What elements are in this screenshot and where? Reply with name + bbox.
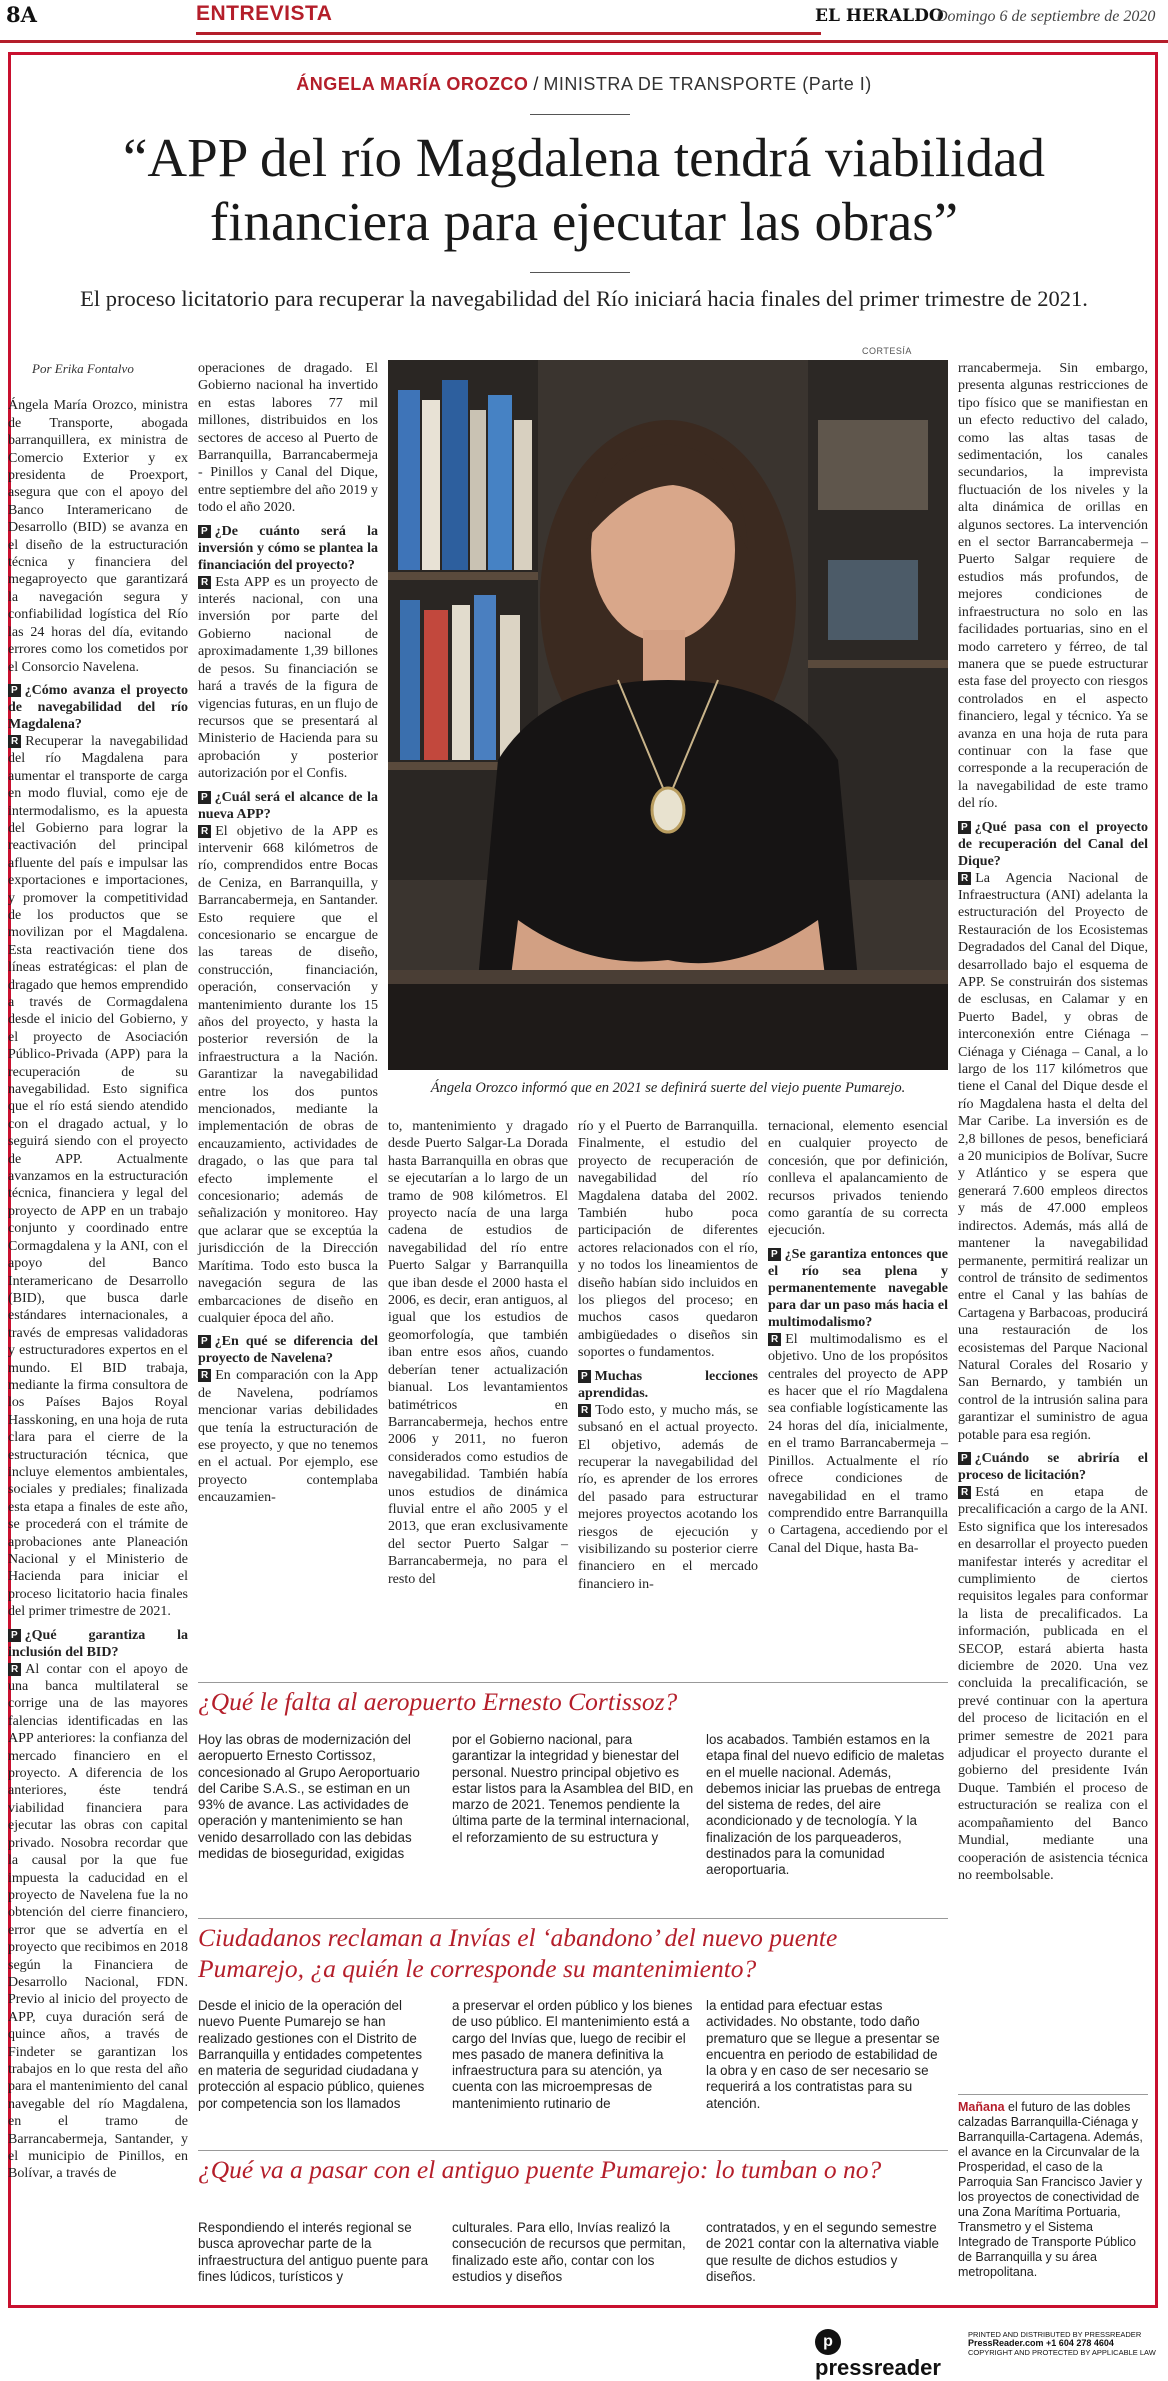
- article-column-2: [198, 360, 378, 1507]
- box-1-top-rule: [198, 1682, 948, 1683]
- paragraph-text: El objetivo de la APP es intervenir 668 kilómetros de río, comprendidos entre Bocas de Ceniza, en Barranquilla, y Barrancabermeja, en Santander. Esto requiere que el concesionario se encargue de las tareas de diseño, construcción, financiación, operación, conservación y mantenimiento durante los 15 años del proyecto, y hasta la posterior reversión de la infraestructura a la Nación. Garantizar la navegabilidad entre los dos puntos mencionados, mediante la implementación de obras de encauzamiento, actividades de dragado, o las que para tal efecto implemente el concesionario; además de señalización y monitoreo. Hay que aclarar que se exceptúa la jurisdicción de la Dirección Marítima. Todo esto busca la navegación segura de las embarcaciones de diseño en cualquier época del año.: [198, 823, 378, 1326]
- paragraph-text: ¿En qué se diferencia del proyecto de Navelena?: [198, 1334, 378, 1367]
- paragraph-text: ternacional, elemento esencial en cualquier proyecto de concesión, que por definición, conlleva el apalancamiento de recursos privados teniendo como garantía de su correcta ejecución.: [768, 1119, 948, 1239]
- interviewee-name: ÁNGELA MARÍA OROZCO: [296, 74, 529, 94]
- paragraph-text: El multimodalismo es el objetivo. Uno de los propósitos centrales del proyecto de APP es hacer que el río Magdalena sea confiable logísticamente las 24 horas del día, inicialmente, en el tramo Barrancabermeja – Pinillos. Actualmente el río ofrece condiciones de navegabilidad en el tramo comprendido entre Barranquilla o Cartagena, accediendo por el Canal del Dique, hasta Ba-: [768, 1331, 948, 1556]
- paragraph-text: río y el Puerto de Barranquilla. Finalmente, el estudio del proyecto de recuperación de navegabilidad del río Magdalena databa del 2002. También hubo poca participación de diferentes actores relacionados con el río, y no todos los lineamientos de diseño habían sido incluidos en los pliegos del proceso; en muchos casos quedaron ambigüedades o diseños sin soportes o fundamentos.: [578, 1119, 758, 1361]
- kicker-separator: /: [528, 74, 544, 94]
- paragraph-text: to, mantenimiento y dragado desde Puerto Salgar-La Dorada hasta Barranquilla en obras que se ejecutarían a lo largo de un tramo de 908 kilómetros. El proyecto nacía de una larga cadena de estudios de navegabilidad del río entre Puerto Salgar y Barranquilla que iban desde el 2000 hasta el 2006, es decir, eran antiguos, al igual que los estudios de geomorfología, que también iban entre esos años, cuando deberían tener actualización bianual. Los levantamientos batimétricos en Barrancabermeja, hechos entre 2006 y 2011, no fueron considerados como estudios de navegabilidad. También había unos estudios de dinámica fluvial entre el año 2005 y el 2013, que eran exclusivamente del sector Puerto Salgar – Barrancabermeja, no para el resto del: [388, 1119, 568, 1587]
- headline-line-2: financiera para ejecutar las obras”: [209, 191, 959, 252]
- question: [958, 819, 1148, 870]
- box-3-top-rule: [198, 2150, 948, 2151]
- question-badge-icon: P: [958, 1452, 971, 1465]
- paragraph-text: Muchas lecciones aprendidas.: [578, 1368, 758, 1401]
- portrait-illustration: [388, 360, 948, 1070]
- question: [768, 1246, 948, 1331]
- page-number: 8A: [6, 2, 37, 27]
- paragraph-text: ¿Qué garantiza la inclusión del BID?: [8, 1627, 188, 1660]
- article-column-5: [768, 1118, 948, 1557]
- paragraph-text: rrancabermeja. Sin embargo, presenta algunas restricciones de tipo físico que se manifiestan en un efecto reductivo del calado, como las altas tasas de sedimentación, los canales secundarios, la imprevista fluctuación de los niveles y la alta dinámica de orillas en algunos sectores. La intervención en el sector Barrancabermeja – Puerto Salgar requiere de estudios más profundos, de mejores condiciones de infraestructura no solo en las facilidades portuarias, sino en el modo carretero y férreo, de tal manera que se puede estructurar esta fase del proyecto con riesgos controlados en el aspecto financiero, legal y técnico. Ya se avanza en una hoja de ruta para continuar con la fase que corresponde a la recuperación de la navegabilidad de este tramo del río.: [958, 361, 1148, 812]
- question: [8, 682, 188, 733]
- headline: [0, 126, 1168, 254]
- question-badge-icon: P: [198, 791, 211, 804]
- answer-badge-icon: R: [958, 1486, 971, 1499]
- article-column-6: [958, 360, 1148, 1884]
- pressreader-icon: p: [815, 2329, 841, 2355]
- answer: [8, 733, 188, 1621]
- answer: [198, 574, 378, 783]
- answer-badge-icon: R: [8, 735, 21, 748]
- pressreader-logo[interactable]: [815, 2328, 955, 2381]
- pressreader-line-3: COPYRIGHT AND PROTECTED BY APPLICABLE LAW: [968, 2348, 1156, 2357]
- paragraph: [958, 360, 1148, 813]
- box-3-col-3: contratados, y en el segundo semestre de 2021 contar con la alternativa viable que resulte de dichos estudios y diseños.: [706, 2220, 940, 2284]
- box-2-top-rule: [198, 1918, 948, 1919]
- tomorrow-label: Mañana: [958, 2100, 1005, 2114]
- paragraph: [8, 397, 188, 676]
- headline-line-1: “APP del río Magdalena tendrá viabilidad: [122, 127, 1045, 188]
- photo-caption: Ángela Orozco informó que en 2021 se definirá suerte del viejo puente Pumarejo.: [430, 1080, 906, 1096]
- pressreader-line-1: PRINTED AND DISTRIBUTED BY PRESSREADER: [968, 2330, 1142, 2339]
- answer: [578, 1402, 758, 1593]
- box-2-col-2: a preservar el orden público y los bienes de uso público. El mantenimiento está a cargo del Invías que, luego de recibir el mes pasado de manera definitiva la infraestructura para su atención, ya cuenta con las microempresas de mantenimiento rutinario de: [452, 1998, 693, 2111]
- paragraph-text: Está en etapa de precalificación a cargo de la ANI. Esto significa que los interesados en desarrollar el proyecto pueden manifestar interés y acreditar el cumplimiento de ciertos requisitos legales para conformar la lista de precalificados. La información, publicada en el SECOP, estará abierta hasta diciembre de 2020. Una vez concluida la precalificación, se prevé continuar con la apertura del proceso de licitación en el primer semestre de 2021 para adjudicar el proyecto durante el gobierno del presidente Iván Duque. También el proceso de estructuración se realiza con el acompañamiento del Banco Mundial, mediante una cooperación de asistencia técnica no reembolsable.: [958, 1484, 1148, 1883]
- section-label: ENTREVISTA: [196, 2, 821, 35]
- question-badge-icon: P: [578, 1370, 591, 1383]
- box-3-col-1: Respondiendo el interés regional se busca aprovechar parte de la infraestructura del antiguo puente para fines lúdicos, turísticos y: [198, 2220, 429, 2284]
- box-1-col-2: por el Gobierno nacional, para garantizar la integridad y bienestar del personal. Nuestro principal objetivo es estar listos para la Asamblea del BID, en marzo de 2021. Tenemos pendiente la última parte de la terminal internacional, el reforzamiento de su estructura y: [452, 1732, 694, 1845]
- question-badge-icon: P: [198, 525, 211, 538]
- article-column-4: [578, 1118, 758, 1593]
- subheadline: El proceso licitatorio para recuperar la navegabilidad del Río iniciará hacia finales del primer trimestre de 2021.: [80, 286, 1088, 311]
- manana-rule: [958, 2094, 1148, 2095]
- paragraph: [198, 360, 378, 517]
- paragraph-text: En comparación con la App de Navelena, podríamos mencionar varias debilidades que tenía la estructuración de ese proyecto, y que no tenemos en el actual. Por ejemplo, ese proyecto contemplaba encauzamien-: [198, 1368, 378, 1506]
- box-3-title: ¿Qué va a pasar con el antiguo puente Pumarejo: lo tumban o no?: [198, 2155, 882, 2184]
- headline-rule: [530, 272, 630, 273]
- pressreader-notice: [968, 2330, 1163, 2357]
- paragraph-text: Al contar con el apoyo de una banca multilateral se corrige una de las mayores falencias identificadas en las APP anteriores: la confianza del mercado financiero en el proyecto. A diferencia de los anteriores, éste tendrá viabilidad financiera para ejecutar las obras con capital privado. Nosobra recordar que la causal por la que fue impuesta la caducidad en el proyecto de Navelena fue la no obtención del cierre financiero, error que se advertía en el proyecto que recibimos en 2018 según la Financiera de Desarrollo Nacional, FDN. Previo al inicio del proyecto de APP, cuya duración será de quince años, a través de Findeter se garantizan los trabajos en lo que resta del año para el mantenimiento del canal navegable del río Magdalena, en el tramo de Barrancabermeja, Santander, y el municipio de Pinillos, en Bolívar, a través de: [8, 1661, 188, 2182]
- paragraph-text: ¿Cómo avanza el proyecto de navegabilidad del río Magdalena?: [8, 682, 188, 732]
- paragraph-text: Todo esto, y mucho más, se subsanó en el actual proyecto. El objetivo, además de recuperar la navegabilidad del río, es aprender de los errores del pasado para estructurar mejores proyectos acotando los riesgos de ejecución y visibilizando su posterior cierre financiero en el mercado financiero in-: [578, 1402, 758, 1592]
- paragraph-text: ¿Cuál será el alcance de la nueva APP?: [198, 789, 378, 822]
- answer: [198, 823, 378, 1328]
- question-badge-icon: P: [8, 684, 21, 697]
- interviewee-role: MINISTRA DE TRANSPORTE (Parte I): [543, 74, 872, 94]
- question-badge-icon: P: [198, 1335, 211, 1348]
- tomorrow-teaser: [958, 2100, 1148, 2280]
- question: [198, 523, 378, 574]
- pressreader-line-2: PressReader.com +1 604 278 4604: [968, 2338, 1114, 2348]
- paragraph-text: Esta APP es un proyecto de interés nacional, con una inversión por parte del Gobierno nacional de aproximadamente 1,39 billones de pesos. Su financiación se hará a través de la figura de vigencias futuras, en un flujo de recursos que se presentará al Ministerio de Hacienda para su aprobación y posterior autorización por el Confis.: [198, 574, 378, 782]
- paragraph-text: ¿Cuándo se abriría el proceso de licitación?: [958, 1450, 1148, 1483]
- box-2-col-1: Desde el inicio de la operación del nuevo Puente Pumarejo se han realizado gestiones con el Distrito de Barranquilla y entidades competentes en materia de seguridad ciudadana y protección al espacio público, quienes por competencia son los llamados: [198, 1998, 425, 2111]
- tomorrow-text: el futuro de las dobles calzadas Barranquilla-Ciénaga y Barranquilla-Cartagena. Además, el avance en la Circunvalar de la Prosperidad, el caso de la Parroquia San Francisco Javier y los proyectos de conectividad de una Zona Marítima Portuaria, Transmetro y el Sistema Integrado de Transporte Público de Barranquilla y su área metropolitana.: [958, 2100, 1143, 2279]
- paragraph-text: operaciones de dragado. El Gobierno nacional ha invertido en estas labores 77 mil millones, distribuidos en los sectores de acceso al Puerto de Barranquilla, Barrancabermeja - Pinillos y Canal del Dique, entre septiembre del año 2019 y todo el año 2020.: [198, 361, 378, 516]
- answer-badge-icon: R: [198, 825, 211, 838]
- paragraph-text: ¿Se garantiza entonces que el río sea plena y permanentemente navegable para dar un paso más hacia el multimodalismo?: [768, 1246, 948, 1330]
- question: [578, 1368, 758, 1402]
- question-badge-icon: P: [8, 1629, 21, 1642]
- question: [8, 1627, 188, 1661]
- answer: [958, 1484, 1148, 1884]
- paragraph: [388, 1118, 568, 1588]
- box-1-col-1: Hoy las obras de modernización del aeropuerto Ernesto Cortissoz, concesionado al Grupo Aeroportuario del Caribe S.A.S., se estiman en un 93% de avance. Las actividades de operación y mantenimiento se han venido desarrollado con las debidas medidas de bioseguridad, exigidas: [198, 1732, 420, 1862]
- answer-badge-icon: R: [768, 1333, 781, 1346]
- question: [958, 1450, 1148, 1484]
- newspaper-name: EL HERALDO: [815, 6, 944, 26]
- paragraph-text: ¿Qué pasa con el proyecto de recuperación del Canal del Dique?: [958, 819, 1148, 869]
- article-column-1: [8, 360, 188, 2183]
- paragraph-text: ¿De cuánto será la inversión y cómo se plantea la financiación del proyecto?: [198, 523, 378, 573]
- paragraph: [768, 1118, 948, 1240]
- question: [198, 789, 378, 823]
- answer: [198, 1367, 378, 1506]
- portrait-photo: [388, 360, 948, 1070]
- question-badge-icon: P: [768, 1248, 781, 1261]
- answer: [768, 1331, 948, 1557]
- kicker-rule: [530, 114, 630, 115]
- box-3-col-2: culturales. Para ello, Invías realizó la consecución de recursos que permitan, finalizado este año, contar con los estudios y diseños: [452, 2220, 686, 2284]
- photo-credit: CORTESÍA: [862, 346, 912, 356]
- issue-date: Domingo 6 de septiembre de 2020: [936, 8, 1156, 25]
- box-1-title: ¿Qué le falta al aeropuerto Ernesto Cortissoz?: [198, 1687, 678, 1716]
- kicker: [0, 74, 1168, 95]
- answer-badge-icon: R: [958, 872, 971, 885]
- answer: [8, 1661, 188, 2183]
- question-badge-icon: P: [958, 821, 971, 834]
- paragraph: [578, 1118, 758, 1362]
- box-2-title: Ciudadanos reclaman a Invías el ‘abandono’ del nuevo puente Pumarejo, ¿a quién le corresponde su mantenimiento?: [198, 1923, 838, 1983]
- box-1-col-3: los acabados. También estamos en la etapa final del nuevo edificio de maletas en el muelle nacional. Además, debemos iniciar las pruebas de entrega del sistema de redes, del aire acondicionado y de tecnología. Y la finalización de los parqueaderos, destinados para la comunidad aeroportuaria.: [706, 1732, 945, 1878]
- paragraph-text: Recuperar la navegabilidad del río Magdalena para aumentar el transporte de carga en modo fluvial, como eje de intermodalismo, es la apuesta del Gobierno para lograr la reactivación del principal afluente del país e impulsar las exportaciones e importaciones, y promover la competitividad de los productos que se movilizan por el Magdalena. Esta reactivación tiene dos líneas estratégicas: el plan de dragado que hemos emprendido a través de Cormagdalena desde el inicio del Gobierno, y el proyecto de Asociación Público-Privada (APP) para la recuperación de su navegabilidad. Esto significa que el río está siendo atendido con el dragado actual, y lo seguirá siendo con el proyecto de APP. Actualmente avanzamos en la estructuración técnica, financiera y legal del proyecto de APP en un trabajo conjunto y coordinado entre Cormagdalena y la ANI, con el apoyo del Banco Interamericano de Desarrollo (BID), que busca darle estándares internacionales, a través de empresas validadoras y estructuradores expertos en el mundo. El BID trabaja, mediante la firma consultora de los Países Bajos Royal Hasskoning, en una hoja de ruta clara para el cierre de la estructuración técnica, que incluye elementos ambientales, sociales y prediales; finalizada esta etapa a finales de este año, se procederá con el trámite de aprobaciones ante Planeación Nacional y el Ministerio de Hacienda para iniciar el proceso licitatorio hacia finales del primer trimestre de 2021.: [8, 733, 188, 1620]
- answer-badge-icon: R: [198, 1369, 211, 1382]
- paragraph-text: La Agencia Nacional de Infraestructura (ANI) adelanta la estructuración del Proyecto de Restauración de los Ecosistemas Degradados del Canal del Dique, desarrollado bajo el esquema de APP. Se construirán dos sistemas de esclusas, en Calamar y en Puerto Badel, y obras de interconexión entre Ciénaga – Ciénaga y Ciénaga – Canal, a lo largo de los 117 kilómetros que tiene el Canal del Dique desde el río Magdalena hasta el delta del Mar Caribe. La inversión es de 2,8 billones de pesos, beneficiará a 20 municipios de Bolívar, Sucre y Atlántico y se espera que generará 7.600 empleos directos y más de 47.000 empleos indirectos. Además, más allá de mantener la navegabilidad permanente, permitirá realizar un control de tránsito de sedimentos entre el Canal y las bahías de Cartagena y Barbacoas, producirá una restauración de los ecosistemas del Parque Nacional Natural Corales del Rosario y San Bernardo, y también un control de la intrusión salina para garantizar el suministro de agua potable para esa región.: [958, 870, 1148, 1443]
- article-column-3: [388, 1118, 568, 1588]
- byline: Por Erika Fontalvo: [32, 361, 134, 376]
- question: [198, 1333, 378, 1367]
- box-2-col-3: la entidad para efectuar estas actividades. No obstante, todo daño prematuro que se llegue a presentar se encuentra en periodo de estabilidad de la obra y en caso de ser necesario se requerirá a los contratistas para su atención.: [706, 1998, 940, 2111]
- answer-badge-icon: R: [578, 1404, 591, 1417]
- pressreader-brand: pressreader: [815, 2355, 941, 2381]
- answer-badge-icon: R: [8, 1663, 21, 1676]
- answer: [958, 870, 1148, 1444]
- answer-badge-icon: R: [198, 576, 211, 589]
- paragraph-text: Ángela María Orozco, ministra de Transporte, abogada barranquillera, ex ministra de Comercio Exterior y ex presidenta de Proexport, asegura que con el apoyo del Banco Interamericano de Desarrollo (BID) se avanza en el diseño de la estructuración técnica y financiera del megaproyecto que garantizará la navegación segura y confiabilidad logística del Río las 24 horas del día, evitando errores como los cometidos por el Consorcio Navelena.: [8, 398, 188, 675]
